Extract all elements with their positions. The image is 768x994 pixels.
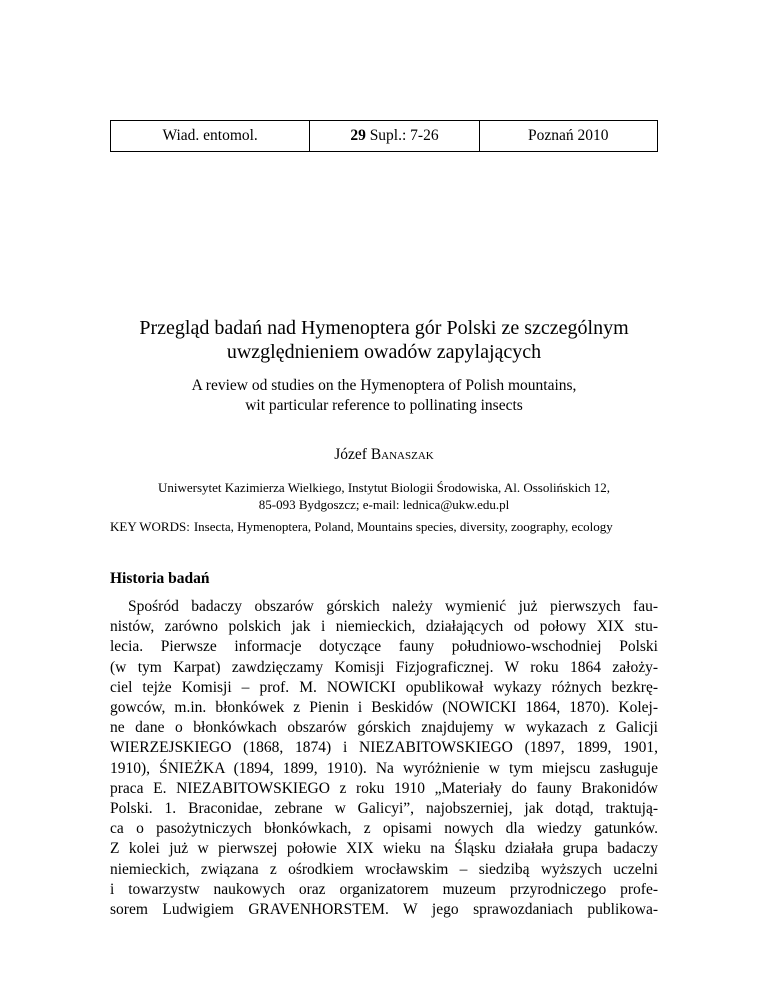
- volume-pages: [310, 121, 479, 151]
- body-line: ne dane o błonkówkach obszarów górskich znajdujemy w wykazach z Galicji: [110, 719, 658, 737]
- affiliation-line-1: Uniwersytet Kazimierza Wielkiego, Instytut Biologii Środowiska, Al. Ossolińskich 12,: [157, 480, 611, 495]
- affiliation: [80, 479, 688, 513]
- body-line: niemieckich, związana z ośrodkiem wrocławskim – siedzibą wyższych uczelni: [110, 860, 658, 878]
- body-line: 1910), ŚNIEŻKA (1894, 1899, 1910). Na wyróżnienie w tym miejscu zasługuje: [110, 759, 658, 777]
- body-line: ciel tejże Komisji – prof. M. NOWICKI opublikował wykazy różnych bezkrę-: [110, 678, 658, 696]
- author-first-name: Józef: [334, 446, 367, 463]
- journal-name: Wiad. entomol.: [111, 121, 310, 151]
- body-line: sorem Ludwigiem GRAVENHORSTEM. W jego sprawozdaniach publikowa-: [110, 901, 658, 919]
- title-line-1: Przegląd badań nad Hymenoptera gór Polski ze szczególnym: [139, 317, 629, 339]
- author-name: [0, 446, 768, 464]
- english-title-line-1: A review od studies on the Hymenoptera of Polish mountains,: [191, 377, 577, 394]
- affiliation-line-2: 85-093 Bydgoszcz; e-mail: lednica@ukw.edu.pl: [258, 497, 510, 512]
- body-line: gowców, m.in. błonkówek z Pienin i Beskidów (NOWICKI 1864, 1870). Kolej-: [110, 699, 658, 717]
- body-line: nistów, zarówno polskich jak i niemieckich, działających od połowy XIX stu-: [110, 618, 658, 636]
- keywords-label: KEY WORDS:: [110, 519, 190, 534]
- body-line: Spośród badaczy obszarów górskich należy wymienić już pierwszych fau-: [128, 598, 658, 615]
- body-line: ca o pasożytniczych błonkówkach, z opisami nowych dla wiedzy gatunków.: [110, 820, 658, 838]
- journal-header-table: [110, 120, 658, 152]
- body-line: lecia. Pierwsze informacje dotyczące fauny południowo-wschodniej Polski: [110, 638, 658, 656]
- keywords: [110, 518, 658, 536]
- body-text: [110, 597, 658, 920]
- body-line: Z kolei już w pierwszej połowie XIX wieku na Śląsku działała grupa badaczy: [110, 840, 658, 858]
- page-range: Supl.: 7-26: [369, 127, 439, 144]
- title-line-2: uwzględnieniem owadów zapylających: [226, 341, 542, 363]
- place-year: Poznań 2010: [528, 127, 609, 144]
- english-title-line-2: wit particular reference to pollinating insects: [245, 397, 523, 414]
- english-title: [60, 376, 708, 416]
- body-line: Polski. 1. Braconidae, zebrane w Galicyi”, najobszerniej, jak dotąd, traktują-: [110, 800, 658, 818]
- keywords-text: Insecta, Hymenoptera, Poland, Mountains species, diversity, zoography, ecology: [193, 519, 613, 534]
- author-last-name: Banaszak: [370, 446, 434, 463]
- body-line: praca E. NIEZABITOWSKIEGO z roku 1910 „Materiały do fauny Brakonidów: [110, 779, 658, 797]
- volume-number: 29: [350, 127, 366, 144]
- body-line: (w tym Karpat) zawdzięczamy Komisji Fizjograficznej. W roku 1864 założy-: [110, 658, 658, 676]
- article-title: [60, 316, 708, 364]
- section-heading: Historia badań: [110, 570, 210, 587]
- body-line: WIERZEJSKIEGO (1868, 1874) i NIEZABITOWSKIEGO (1897, 1899, 1901,: [110, 739, 658, 757]
- body-line: i towarzystw naukowych oraz organizatorem muzeum przyrodniczego profe-: [110, 880, 658, 898]
